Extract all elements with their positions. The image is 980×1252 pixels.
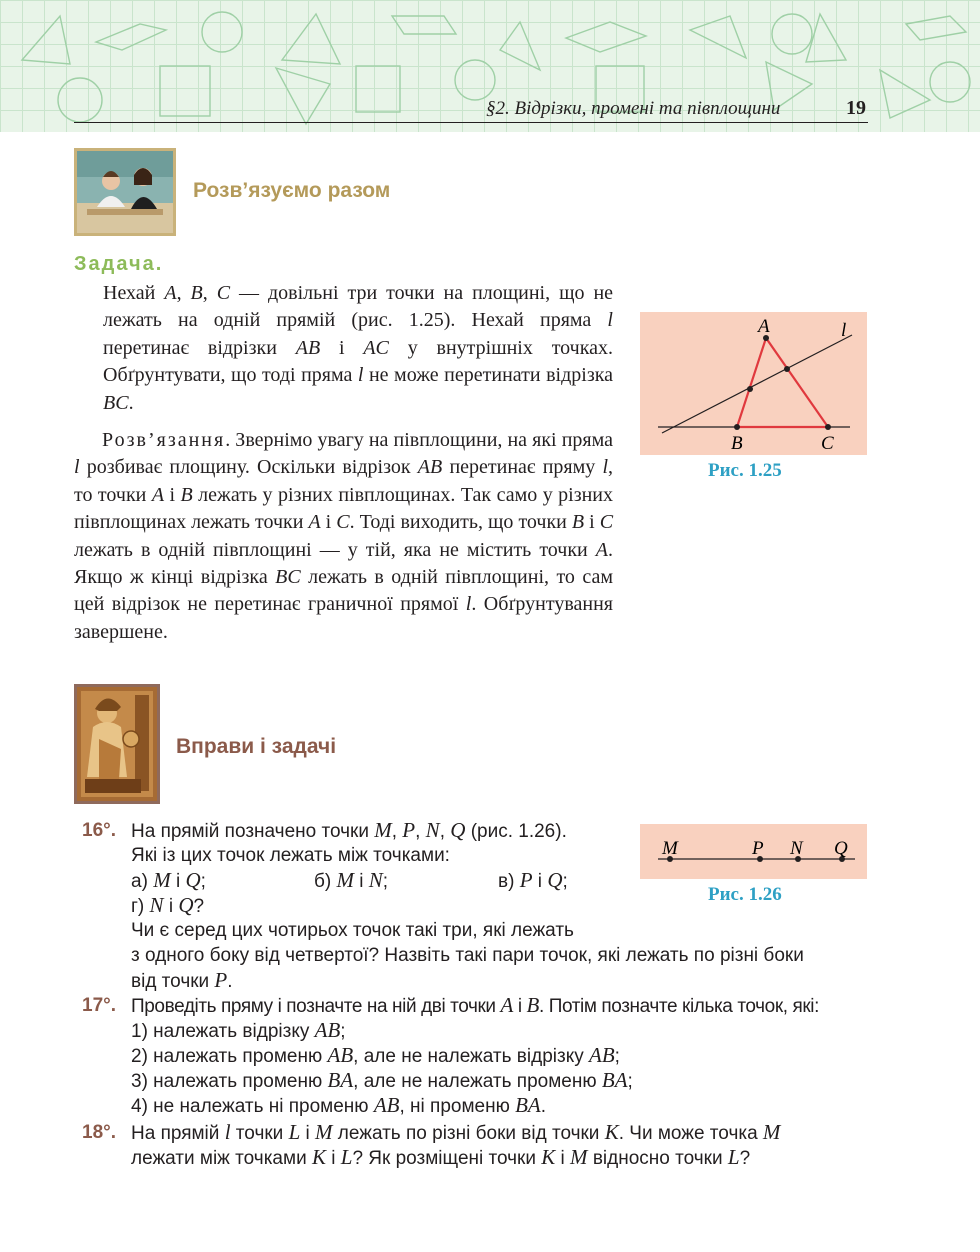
math-symbol: L	[727, 1145, 740, 1169]
math-symbol: L	[288, 1120, 301, 1144]
label-b: B	[731, 433, 743, 454]
section-title-solve-together: Розв’язуємо разом	[193, 179, 391, 202]
math-symbol: l	[357, 364, 364, 387]
math-symbol: BA	[515, 1093, 541, 1117]
exercise-16-tail-1: Чи є серед цих чотирьох точок такі три, які лежать	[131, 920, 574, 941]
label-l: l	[841, 320, 847, 341]
exercise-16-line-1: На прямій позначено точки M, P, N, Q (рис. 1.26).	[131, 818, 567, 842]
running-title: §2. Відрізки, промені та півплощини	[486, 98, 781, 119]
math-symbol: AB	[295, 336, 321, 359]
students-photo	[74, 148, 176, 236]
point-c	[825, 424, 831, 430]
figure-1-26-caption: Рис. 1.26	[708, 884, 782, 905]
exercise-17-line-4: 3) належать променю BA, але не належать променю BA;	[131, 1068, 633, 1092]
label-n: N	[790, 838, 803, 859]
exercise-18-number: 18°.	[82, 1122, 117, 1143]
exercise-18-line-2: лежати між точками K і L? Як розміщені точки K і M відносно точки L?	[131, 1145, 751, 1169]
math-symbol: A	[164, 282, 177, 304]
math-symbol: M	[315, 1120, 333, 1144]
math-symbol: AC	[363, 336, 389, 359]
exercise-16-option-a: а) M і Q;	[131, 868, 206, 892]
math-symbol: BA	[327, 1068, 354, 1092]
exercise-17-number: 17°.	[82, 995, 117, 1016]
math-symbol: N	[425, 818, 440, 842]
math-symbol: l	[74, 456, 80, 479]
math-symbol: AB	[314, 1018, 341, 1042]
math-symbol: AB	[373, 1093, 400, 1117]
section-title-exercises: Вправи і задачі	[176, 735, 337, 758]
exercise-18-line-1: На прямій l точки L і M лежать по різні боки від точки K. Чи може точка M	[131, 1120, 781, 1144]
intersection-ac	[784, 366, 790, 372]
math-symbol: A	[595, 538, 608, 561]
math-symbol: l	[607, 309, 613, 332]
figure-1-26	[640, 824, 867, 879]
point-b	[734, 424, 740, 430]
solution-label: Розв’язання	[102, 429, 226, 451]
math-symbol: P	[214, 968, 228, 992]
math-symbol: Q	[185, 868, 201, 892]
exercise-17-line-3: 2) належать променю AB, але не належать відрізку AB;	[131, 1043, 620, 1067]
athena-statue-image	[74, 684, 160, 804]
exercise-17-line-2: 1) належать відрізку AB;	[131, 1018, 346, 1042]
math-symbol: M	[336, 868, 354, 892]
math-symbol: B	[571, 511, 585, 534]
math-symbol: C	[216, 282, 231, 304]
math-symbol: l	[465, 593, 472, 616]
math-symbol: K	[311, 1145, 326, 1169]
label-c: C	[821, 433, 834, 454]
math-symbol: AB	[589, 1043, 615, 1067]
math-symbol: B	[526, 993, 539, 1017]
math-symbol: N	[368, 868, 383, 892]
exercise-17-line-1: Проведіть пряму і позначте на ній дві точки A і B. Потім позначте кілька точок, які:	[131, 993, 819, 1017]
page-number: 19	[846, 97, 866, 119]
task-statement: Нехай A, B, C — довільні три точки на площині, що не лежать на одній прямій (рис. 1.25). Нехай пряма l перетинає відрізки AB і AC у внутрішніх точках. Обґрунтувати, що тоді пряма l не може перетинати відрізка BC.	[103, 282, 614, 414]
math-symbol: B	[190, 282, 203, 304]
exercise-16-number: 16°.	[82, 820, 117, 841]
exercise-17-line-5: 4) не належать ні променю AB, ні променю BA.	[131, 1093, 547, 1117]
math-symbol: A	[500, 993, 513, 1017]
exercise-16-option-c: в) P і Q;	[498, 868, 568, 892]
math-symbol: BC	[103, 391, 129, 414]
math-symbol: M	[153, 868, 171, 892]
label-p: P	[752, 838, 764, 859]
math-symbol: AB	[417, 456, 443, 479]
math-symbol: A	[151, 483, 165, 506]
math-symbol: BC	[275, 566, 301, 589]
exercise-16-option-b: б) M і N;	[314, 868, 389, 892]
math-symbol: C	[336, 511, 350, 534]
math-symbol: B	[180, 483, 193, 506]
math-symbol: P	[402, 818, 416, 842]
label-q: Q	[834, 838, 848, 859]
label-a: A	[758, 316, 770, 337]
math-symbol: l	[602, 456, 609, 479]
math-symbol: Q	[450, 818, 466, 842]
math-symbol: A	[308, 511, 321, 534]
math-symbol: M	[570, 1145, 588, 1169]
math-symbol: K	[604, 1120, 619, 1144]
task-solution: Розв’язання. Звернімо увагу на півплощини, на які пряма l розбиває площину. Оскільки відрізок AB перетинає пряму l, то точки A і B лежать у різних півплощинах. Так само у різних півплощинах лежать точки A і C. Тоді виходить, що точки B і C лежать в одній півплощині — у тій, яка не містить точки A. Якщо ж кінці відрізка BC лежать в одній півплощині, то сам цей відрізок не перетинає граничної прямої l. Обґрунтування завершене.	[74, 429, 614, 643]
math-symbol: Q	[178, 893, 194, 917]
triangle-abc	[737, 338, 828, 427]
math-symbol: BA	[601, 1068, 628, 1092]
exercise-16-option-d: г) N і Q?	[131, 893, 205, 917]
math-symbol: l	[224, 1120, 231, 1144]
math-symbol: M	[374, 818, 392, 842]
line-l	[662, 335, 852, 433]
exercise-16-tail-2: з одного боку від четвертої? Назвіть такі пари точок, які лежать по різні боки	[131, 945, 804, 966]
label-m: M	[662, 838, 678, 859]
math-symbol: L	[340, 1145, 353, 1169]
exercise-16-tail-3: від точки P.	[131, 968, 233, 992]
header-rule	[74, 122, 868, 123]
math-symbol: K	[541, 1145, 556, 1169]
figure-1-25	[640, 312, 867, 455]
math-symbol: N	[149, 893, 164, 917]
math-symbol: C	[599, 511, 614, 534]
figure-1-25-caption: Рис. 1.25	[708, 460, 782, 481]
task-label: Задача.	[74, 253, 164, 275]
math-symbol: Q	[547, 868, 563, 892]
math-symbol: AB	[327, 1043, 354, 1067]
math-symbol: M	[762, 1120, 781, 1144]
exercise-16-line-2: Які із цих точок лежать між точками:	[131, 845, 450, 866]
intersection-ab	[747, 386, 753, 392]
math-symbol: P	[519, 868, 533, 892]
